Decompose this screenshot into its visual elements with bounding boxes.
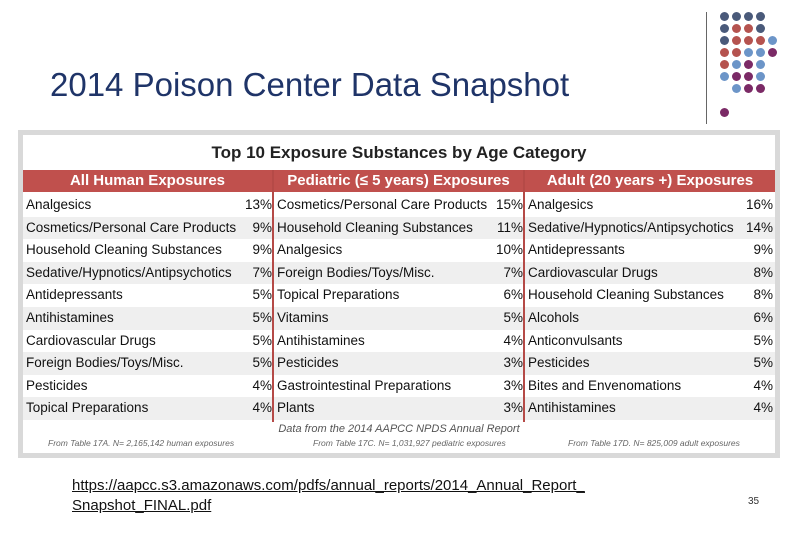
substance-percent: 3% [503, 355, 523, 371]
decorative-dot [768, 48, 777, 57]
column-header-pediatric: Pediatric (≤ 5 years) Exposures [274, 170, 523, 192]
column-header-adult: Adult (20 years +) Exposures [525, 170, 775, 192]
substance-percent: 5% [252, 355, 272, 371]
footnote-all: From Table 17A. N= 2,165,142 human exposures [48, 438, 235, 448]
decorative-dot [732, 48, 741, 57]
substance-name: Analgesics [26, 197, 92, 212]
page-number: 35 [748, 496, 760, 507]
substance-percent: 7% [252, 264, 272, 280]
substance-name: Antidepressants [528, 242, 625, 258]
exposure-table-image [18, 130, 780, 458]
substance-percent: 8% [753, 264, 773, 280]
substance-percent: 10% [495, 242, 523, 258]
substance-name: Foreign Bodies/Toys/Misc. [26, 355, 184, 371]
substance-name: Household Cleaning Substances [528, 287, 724, 303]
decorative-dot [756, 72, 765, 81]
decorative-dot [720, 24, 729, 33]
substance-name: Sedative/Hypnotics/Antipsychotics [528, 219, 734, 235]
substance-name: Bites and Envenomations [528, 377, 682, 393]
decorative-dot [732, 84, 741, 93]
substance-name: Pesticides [26, 377, 88, 393]
substance-name: Pesticides [528, 355, 590, 371]
table-row [23, 375, 775, 398]
decorative-dot [720, 48, 729, 57]
substance-name: Antihistamines [528, 400, 616, 416]
substance-name: Cosmetics/Personal Care Products [277, 197, 488, 212]
decorative-dot [720, 12, 729, 21]
decorative-dot [732, 60, 741, 69]
decorative-dot [756, 24, 765, 33]
substance-name: Analgesics [277, 242, 343, 258]
column-separator [523, 170, 525, 422]
decorative-dot [720, 72, 729, 81]
table-row [23, 307, 775, 330]
decorative-dot [744, 72, 753, 81]
substance-name: Alcohols [528, 310, 580, 325]
substance-percent: 8% [753, 287, 773, 303]
substance-name: Cardiovascular Drugs [528, 264, 658, 280]
substance-name: Antidepressants [26, 287, 123, 303]
decorative-dot [744, 12, 753, 21]
title-divider [706, 12, 707, 124]
substance-name: Antihistamines [26, 310, 114, 325]
substance-percent: 3% [503, 377, 523, 393]
slide-title: 2014 Poison Center Data Snapshot [50, 66, 570, 103]
decorative-dot [756, 84, 765, 93]
decorative-dot [720, 60, 729, 69]
substance-name: Topical Preparations [277, 287, 400, 303]
decorative-dot [744, 24, 753, 33]
substance-percent: 15% [495, 197, 523, 212]
table-source: Data from the 2014 AAPCC NPDS Annual Report [278, 423, 520, 435]
source-link-line-2[interactable]: Snapshot_FINAL.pdf [72, 497, 212, 514]
substance-percent: 16% [745, 197, 773, 212]
substance-percent: 5% [503, 310, 523, 325]
decorative-dot [720, 108, 729, 117]
decorative-dot [732, 24, 741, 33]
table-row [23, 397, 775, 420]
substance-name: Pesticides [277, 355, 339, 371]
substance-percent: 5% [753, 355, 773, 371]
decorative-dot [732, 12, 741, 21]
decorative-dot [756, 36, 765, 45]
substance-percent: 6% [753, 310, 773, 325]
table-row [23, 330, 775, 353]
source-link-line-1[interactable]: https://aapcc.s3.amazonaws.com/pdfs/annual_reports/2014_Annual_Report_ [72, 477, 585, 494]
table-row [23, 194, 775, 217]
decorative-dot [732, 36, 741, 45]
table-row [23, 217, 775, 240]
substance-percent: 4% [503, 332, 523, 348]
substance-percent: 7% [503, 264, 523, 280]
footnote-pediatric: From Table 17C. N= 1,031,927 pediatric exposures [313, 438, 506, 448]
substance-percent: 4% [753, 377, 773, 393]
substance-percent: 4% [252, 377, 272, 393]
substance-percent: 9% [753, 242, 773, 258]
substance-percent: 6% [503, 287, 523, 303]
substance-percent: 14% [745, 219, 773, 235]
source-link[interactable] [72, 476, 712, 516]
substance-percent: 3% [503, 400, 523, 416]
substance-name: Plants [277, 400, 315, 416]
column-separator [272, 170, 274, 422]
substance-name: Household Cleaning Substances [277, 219, 473, 235]
substance-percent: 9% [252, 219, 272, 235]
substance-name: Sedative/Hypnotics/Antipsychotics [26, 264, 232, 280]
substance-percent: 11% [496, 219, 523, 235]
substance-percent: 9% [252, 242, 272, 258]
substance-percent: 5% [252, 287, 272, 303]
substance-name: Foreign Bodies/Toys/Misc. [277, 264, 435, 280]
substance-name: Analgesics [528, 197, 594, 212]
footnote-adult: From Table 17D. N= 825,009 adult exposures [568, 438, 740, 448]
substance-name: Topical Preparations [26, 400, 149, 416]
decorative-dot-grid [720, 12, 810, 120]
substance-percent: 5% [252, 310, 272, 325]
decorative-dot [720, 36, 729, 45]
substance-percent: 13% [244, 197, 272, 212]
decorative-dot [768, 36, 777, 45]
substance-name: Antihistamines [277, 332, 365, 348]
decorative-dot [744, 60, 753, 69]
substance-name: Gastrointestinal Preparations [277, 377, 452, 393]
table-row [23, 352, 775, 375]
decorative-dot [744, 36, 753, 45]
substance-name: Cosmetics/Personal Care Products [26, 219, 237, 235]
substance-percent: 4% [252, 400, 272, 416]
table-row [23, 239, 775, 262]
substance-name: Household Cleaning Substances [26, 242, 222, 258]
table-row [23, 262, 775, 285]
column-header-all: All Human Exposures [23, 170, 272, 192]
decorative-dot [732, 72, 741, 81]
decorative-dot [744, 48, 753, 57]
substance-name: Vitamins [277, 310, 329, 325]
substance-percent: 5% [753, 332, 773, 348]
table-title: Top 10 Exposure Substances by Age Category [211, 143, 587, 162]
decorative-dot [756, 60, 765, 69]
decorative-dot [756, 48, 765, 57]
table-row [23, 284, 775, 307]
exposure-table [23, 135, 775, 453]
substance-percent: 4% [753, 400, 773, 416]
substance-percent: 5% [252, 332, 272, 348]
substance-name: Anticonvulsants [528, 332, 623, 348]
decorative-dot [744, 84, 753, 93]
decorative-dot [756, 12, 765, 21]
substance-name: Cardiovascular Drugs [26, 332, 156, 348]
